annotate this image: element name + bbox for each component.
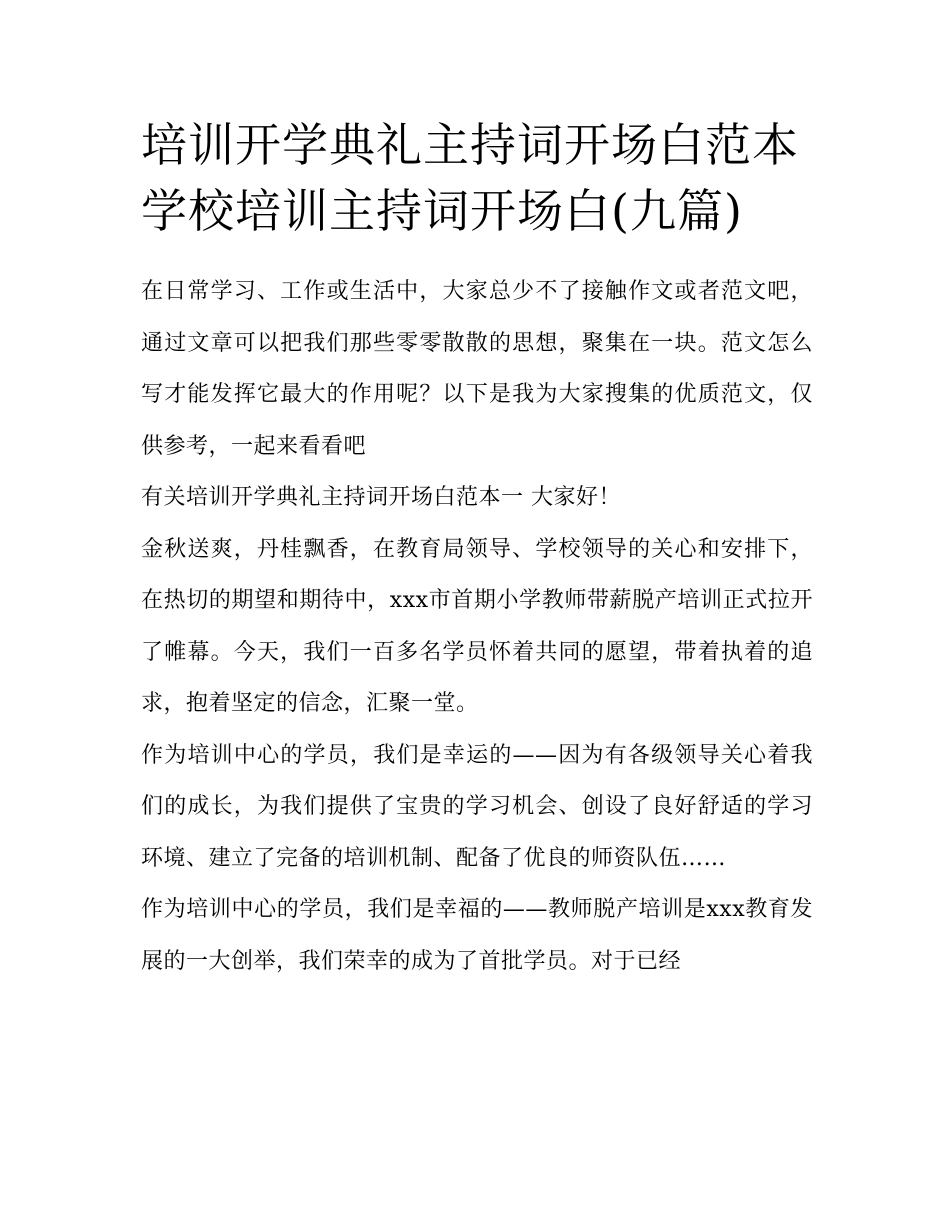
paragraph-happy: 作为培训中心的学员，我们是幸福的——教师脱产培训是xxx教育发展的一大创举，我们荣幸的成为了首批学员。对于已经 (141, 897, 813, 974)
document-title: 培训开学典礼主持词开场白范本 学校培训主持词开场白(九篇) (141, 118, 799, 238)
paragraph-lucky: 作为培训中心的学员，我们是幸运的——因为有各级领导关心着我们的成长，为我们提供了宝贵的学习机会、创设了良好舒适的学习环境、建立了完备的培训机制、配备了优良的师资队伍…… (141, 742, 813, 871)
paragraph-intro: 在日常学习、工作或生活中，大家总少不了接触作文或者范文吧，通过文章可以把我们那些零零散散的思想，聚集在一块。范文怎么写才能发挥它最大的作用呢？以下是我为大家搜集的优质范文，仅供参考，一起来看看吧 (141, 279, 813, 459)
paragraph-heading-one: 有关培训开学典礼主持词开场白范本一 大家好！ (141, 485, 621, 510)
paragraph-autumn: 金秋送爽，丹桂飘香，在教育局领导、学校领导的关心和安排下，在热切的期望和期待中，xxx市首期小学教师带薪脱产培训正式拉开了帷幕。今天，我们一百多名学员怀着共同的愿望，带着执着的追求，抱着坚定的信念，汇聚一堂。 (141, 536, 813, 716)
document-page (141, 112, 813, 987)
